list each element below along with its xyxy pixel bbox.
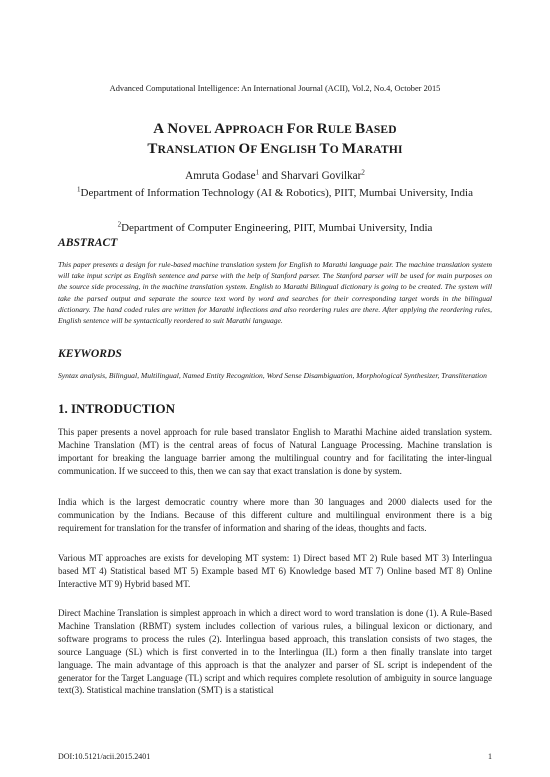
affiliation-superscript: 1 xyxy=(77,185,81,194)
body-paragraph: India which is the largest democratic country where more than 30 languages and 2000 dialects used for the communication by the Indians. Because of this different culture and multilingual environment there is a big requirement for translation for the transfer of information and sharing of the ideas, thoughts and facts. xyxy=(58,497,492,533)
abstract-text: This paper presents a design for rule-based machine translation system for English to Marathi language pair. The machine translation system will take input script as English sentence and parse with the help of Stanford parser. The Stanford parser will be used for main purposes on the source side processing, in the machine translation system. English to Marathi Bilingual dictionary is going to be created. The system will take the parsed output and separate the source text word by word and searches for their corresponding target words in the bilingual dictionary. The hand coded rules are written for Marathi inflections and also reordering rules are there. After applying the reordering rules, English sentence will be syntactically reordered to suit Marathi language. xyxy=(58,260,492,326)
running-header: Advanced Computational Intelligence: An International Journal (ACII), Vol.2, No.4, October 2015 xyxy=(109,84,441,93)
title-part: ASED xyxy=(365,124,397,136)
title-part: F xyxy=(286,121,296,137)
affiliation-2 xyxy=(60,221,490,235)
author-name: Amruta Godase xyxy=(185,170,256,182)
title-part: PPROACH xyxy=(225,124,287,136)
body-paragraph: Various MT approaches are exists for developing MT system: 1) Direct based MT 2) Rule based MT 3) Interlingua based MT 4) Statistical based MT 5) Example based MT 6) Knowledge based MT 7) Online based MT 8) Online Interactive MT 9) Hybrid based MT. xyxy=(58,553,492,589)
title-part: ULE xyxy=(327,124,356,136)
author-line xyxy=(0,170,550,182)
title-part: ARATHI xyxy=(356,144,403,156)
affiliation-text: Department of Information Technology (AI & Robotics), PIIT, Mumbai University, India xyxy=(80,187,473,199)
title-part: M xyxy=(341,141,357,157)
title-part: RANSLATION xyxy=(157,144,239,156)
title-part: R xyxy=(316,121,328,137)
keywords-heading: KEYWORDS xyxy=(58,347,122,360)
author-superscript: 2 xyxy=(361,168,365,177)
abstract-heading: ABSTRACT xyxy=(58,236,118,249)
title-part: OVEL xyxy=(178,124,215,136)
paper-title-line-1 xyxy=(0,121,550,138)
author-name: and Sharvari Govilkar xyxy=(259,170,362,182)
page-number: 1 xyxy=(488,752,492,761)
affiliation-superscript: 2 xyxy=(117,220,122,229)
title-part: T xyxy=(319,141,330,157)
title-part: OR xyxy=(295,124,317,136)
body-paragraph: Direct Machine Translation is simplest approach in which a direct word to word translation is done (1). A Rule-Based Machine Translation (RBMT) system includes collection of various rules, a bilingual lexicon or dictionary, and software programs to process the rules (2). Interlingua based approach, this translation consists of two stages, the source Language (SL) which is first converted in to the Interlingua (IL) form a then finally translate into target language. The main advantage of this approach is that the analyzer and parser of SL script is independent of the generator for the Target Language (TL) script and which requires complete resolution of ambiguity in source language text(3). Statistical machine translation (SMT) is a statistical xyxy=(58,608,492,696)
title-part: O xyxy=(238,141,251,157)
title-part: T xyxy=(147,141,158,157)
title-part: A xyxy=(214,121,226,137)
author-superscript: 1 xyxy=(255,168,260,177)
title-part: B xyxy=(355,121,366,137)
body-paragraph: This paper presents a novel approach for rule based translator English to Marathi Machine aided translation system. Machine Translation (MT) is the central areas of focus of Natural Language Processing. Machine translation is important for breaking the language barrier among the multilingual country and for facilitating the inter-lingual communication. If we succeed to this, then we can say that exact translation is done by system. xyxy=(58,427,492,476)
title-part: E xyxy=(260,141,271,157)
affiliation-1 xyxy=(60,186,490,200)
title-part: O xyxy=(329,144,342,156)
paper-title-line-2 xyxy=(0,141,550,158)
footer-doi: DOI:10.5121/acii.2015.2401 xyxy=(58,752,151,761)
title-part: NGLISH xyxy=(270,144,320,156)
introduction-heading: 1. INTRODUCTION xyxy=(58,401,176,416)
title-part: A N xyxy=(153,121,179,137)
keywords-text: Syntax analysis, Bilingual, Multilingual, Named Entity Recognition, Word Sense Disambiguation, Morphological Synthesizer, Transliteration xyxy=(58,371,487,380)
affiliation-text: Department of Computer Engineering, PIIT, Mumbai University, India xyxy=(121,222,433,234)
title-part: F xyxy=(250,144,261,156)
